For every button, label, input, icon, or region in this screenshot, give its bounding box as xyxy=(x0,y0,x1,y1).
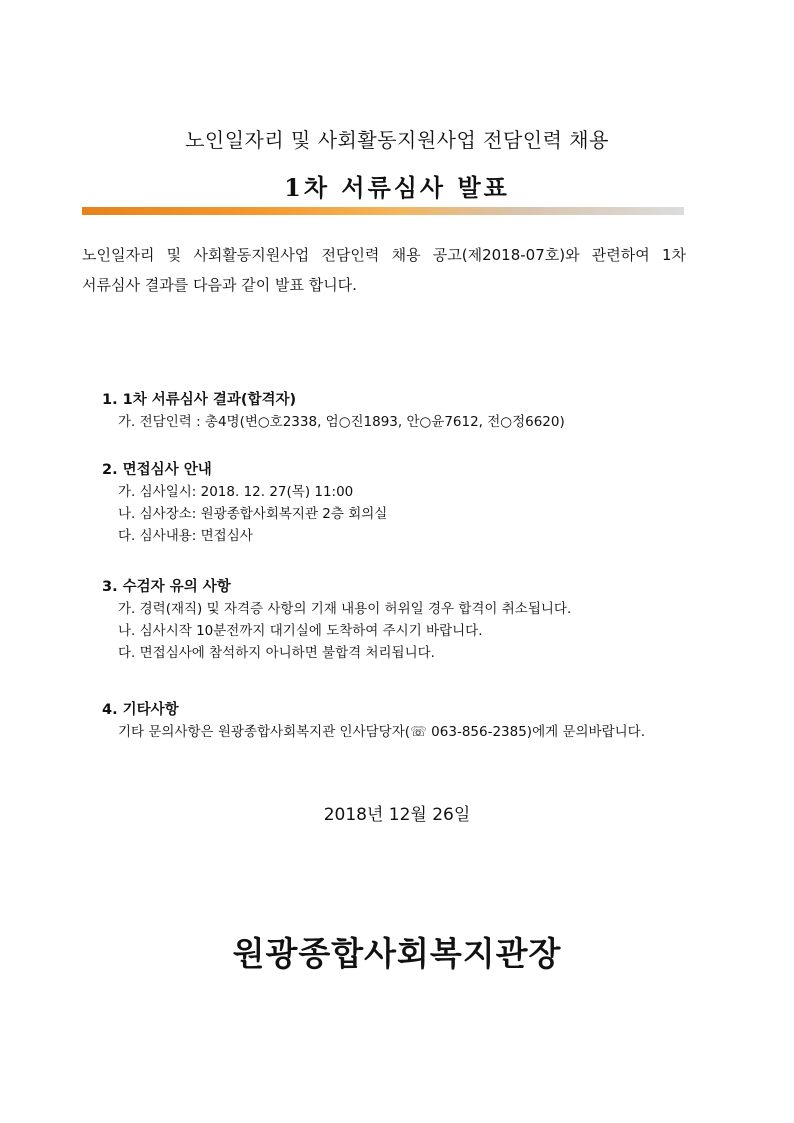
section-candidate-notes xyxy=(102,576,702,664)
section-item: 가. 경력(재직) 및 자격증 사항의 기재 내용이 허위일 경우 합격이 취소됩니다. xyxy=(118,601,572,617)
section-heading: 2. 면접심사 안내 xyxy=(102,462,212,478)
title-underline-bar xyxy=(82,207,684,215)
section-item: 나. 심사장소: 원광종합사회복지관 2층 회의실 xyxy=(118,506,388,522)
section-results xyxy=(102,389,702,433)
section-heading: 1. 1차 서류심사 결과(합격자) xyxy=(102,392,297,408)
section-interview-info xyxy=(102,459,702,547)
section-other xyxy=(102,699,702,743)
signature-organization: 원광종합사회복지관장 xyxy=(232,934,562,973)
section-item: 기타 문의사항은 원광종합사회복지관 인사담당자(☏ 063-856-2385)에게 문의바랍니다. xyxy=(118,724,645,740)
section-heading: 4. 기타사항 xyxy=(102,702,179,718)
document-title: 노인일자리 및 사회활동지원사업 전담인력 채용 xyxy=(185,128,609,152)
document-subtitle: 1차 서류심사 발표 xyxy=(284,173,510,202)
section-item: 다. 면접심사에 참석하지 아니하면 불합격 처리됩니다. xyxy=(118,645,435,661)
section-item: 나. 심사시작 10분전까지 대기실에 도착하여 주시기 바랍니다. xyxy=(118,623,483,639)
issue-date: 2018년 12월 26일 xyxy=(323,805,471,825)
section-item: 가. 전담인력 : 총4명(변○호2338, 엄○진1893, 안○윤7612, 전○정6620) xyxy=(118,414,565,430)
section-item: 다. 심사내용: 면접심사 xyxy=(118,528,253,544)
intro-paragraph: 노인일자리 및 사회활동지원사업 전담인력 채용 공고(제2018-07호)와 관련하여 1차 서류심사 결과를 다음과 같이 발표 합니다. xyxy=(82,246,686,294)
section-heading: 3. 수검자 유의 사항 xyxy=(102,579,231,595)
section-item: 가. 심사일시: 2018. 12. 27(목) 11:00 xyxy=(118,484,354,500)
